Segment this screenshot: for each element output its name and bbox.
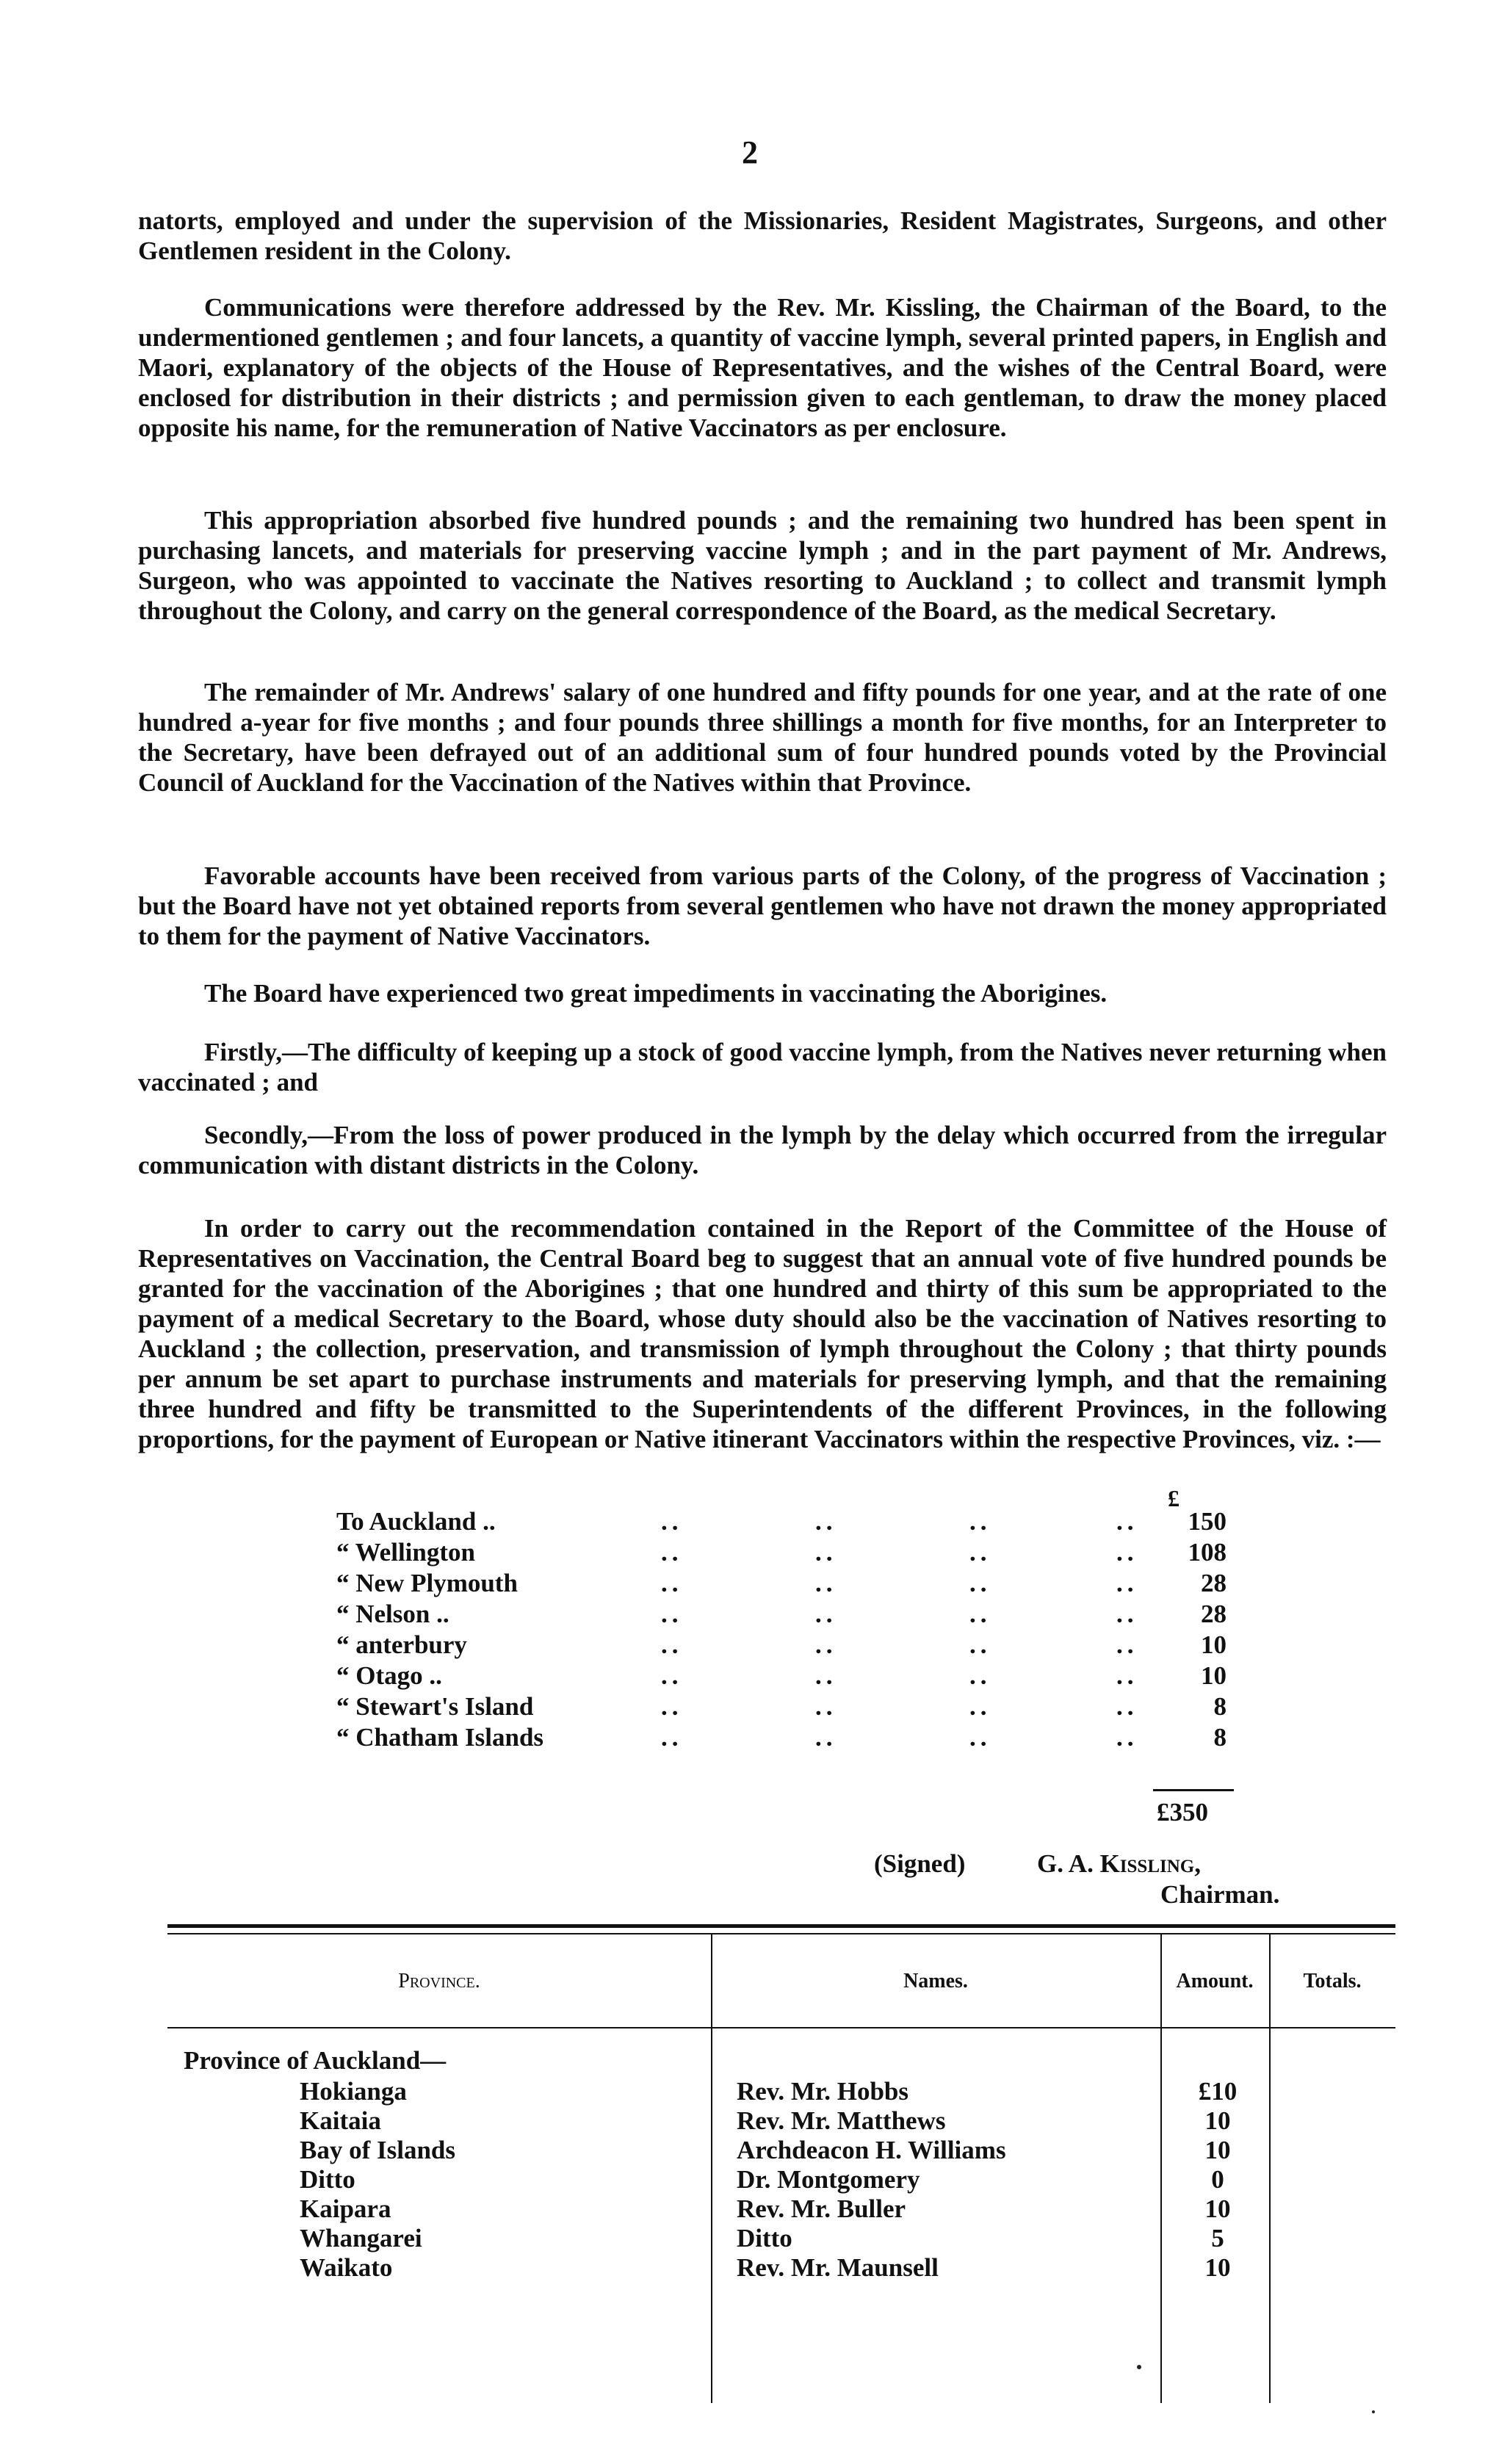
district-cell: Waikato xyxy=(300,2253,393,2282)
leader-dots: .. xyxy=(815,1507,837,1536)
leader-dots: .. xyxy=(815,1723,837,1752)
paragraph-favorable-accounts xyxy=(138,861,1387,951)
leader-dots: .. xyxy=(1116,1692,1138,1721)
allocation-place: “ Wellington xyxy=(336,1538,475,1567)
leader-dots: .. xyxy=(661,1600,683,1628)
leader-dots: .. xyxy=(969,1723,991,1752)
column-header-names: Names. xyxy=(903,1970,968,1992)
name-cell: Rev. Mr. Matthews xyxy=(737,2106,946,2135)
signer-surname: Kissling, xyxy=(1099,1849,1201,1878)
paragraph-text: This appropriation absorbed five hundred pounds ; and the remaining two hundred has been spent in purchasing lancets, and materials for preserving vaccine lymph ; and in the part payment of Mr. Andrews, Surgeon, who was appointed to vaccinate the Natives resorting to Auckland ; to collect and transmit lymph throughout the Colony, and carry on the general correspondence of the Board, as the medical Secretary. xyxy=(138,506,1387,625)
leader-dots: .. xyxy=(661,1538,683,1567)
amount-cell: £10 xyxy=(1198,2077,1238,2106)
allocation-row xyxy=(0,1661,1510,1691)
signed-label: (Signed) xyxy=(874,1849,966,1878)
table-header-rule xyxy=(167,2027,1395,2028)
allocation-amount: 108 xyxy=(1188,1538,1227,1567)
province-group-label: Province of Auckland— xyxy=(184,2046,447,2075)
paragraph-text: The remainder of Mr. Andrews' salary of one hundred and fifty pounds for one year, and at the rate of one hundred a-year for five months ; and four pounds three shillings a month for five months, for an Interpreter to the Secretary, have been defrayed out of an additional sum of four hundred pounds voted by the Provincial Council of Auckland for the Vaccination of the Natives within that Province. xyxy=(138,678,1387,797)
name-cell: Ditto xyxy=(737,2224,792,2252)
paragraph-salary xyxy=(138,677,1387,798)
allocation-row xyxy=(0,1569,1510,1598)
paragraph-text: Communications were therefore addressed by the Rev. Mr. Kissling, the Chairman of the Board, to the undermentioned gentlemen ; and four lancets, a quantity of vaccine lymph, several printed papers, in English and Maori, explanatory of the objects of the House of Representatives, and the wishes of the Central Board, were enclosed for distribution in their districts ; and permission given to each gentleman, to draw the money placed opposite his name, for the remuneration of Native Vaccinators as per enclosure. xyxy=(138,293,1387,442)
amount-cell: 10 xyxy=(1204,2194,1231,2223)
paragraph-text: In order to carry out the recommendation contained in the Report of the Committee of the House of Representatives on Vaccination, the Central Board beg to suggest that an annual vote of five hundred pounds be granted for the vaccination of the Aborigines ; that one hundred and thirty of this sum be appropriated to the payment of a medical Secretary to the Board, whose duty should also be the vaccination of Natives resorting to Auckland ; the collection, preservation, and transmission of lymph throughout the Colony ; that thirty pounds per annum be set apart to purchase instruments and materials for preserving lymph, and that the remaining three hundred and fifty be transmitted to the Superintendents of the different Provinces, in the following proportions, for the payment of European or Native itinerant Vaccinators within the respective Provinces, viz. :— xyxy=(138,1214,1387,1453)
leader-dots: .. xyxy=(1116,1661,1138,1690)
leader-dots: .. xyxy=(815,1600,837,1628)
leader-dots: .. xyxy=(1116,1600,1138,1628)
allocation-place: “ Nelson .. xyxy=(336,1600,449,1628)
amount-cell: 10 xyxy=(1204,2106,1231,2135)
paragraph-recommendation xyxy=(138,1213,1387,1454)
allocation-row xyxy=(0,1692,1510,1721)
paragraph-secondly xyxy=(138,1120,1387,1180)
vaccinators-table xyxy=(167,1924,1395,2409)
name-cell: Rev. Mr. Maunsell xyxy=(737,2253,939,2282)
table-row xyxy=(167,2106,1395,2136)
paragraph-text: The Board have experienced two great impediments in vaccinating the Aborigines. xyxy=(204,979,1108,1008)
signer-initials: G. A. xyxy=(1037,1849,1100,1878)
table-top-rule xyxy=(167,1924,1395,1928)
district-cell: Whangarei xyxy=(300,2224,422,2252)
allocation-amount: 10 xyxy=(1201,1630,1227,1659)
leader-dots: .. xyxy=(661,1661,683,1690)
amount-cell: 5 xyxy=(1211,2224,1224,2252)
leader-dots: .. xyxy=(815,1630,837,1659)
allocation-row xyxy=(0,1600,1510,1629)
leader-dots: .. xyxy=(969,1538,991,1567)
allocation-amount: 28 xyxy=(1201,1600,1227,1628)
paragraph-text: Firstly,—The difficulty of keeping up a stock of good vaccine lymph, from the Natives never returning when vaccinated ; and xyxy=(138,1038,1387,1096)
leader-dots: .. xyxy=(661,1723,683,1752)
leader-dots: .. xyxy=(969,1692,991,1721)
leader-dots: .. xyxy=(815,1692,837,1721)
amount-cell: 10 xyxy=(1204,2253,1231,2282)
paragraph-text: Secondly,—From the loss of power produced in the lymph by the delay which occurred from the irregular communication with distant districts in the Colony. xyxy=(138,1121,1387,1179)
leader-dots: .. xyxy=(1116,1538,1138,1567)
leader-dots: .. xyxy=(661,1507,683,1536)
district-cell: Bay of Islands xyxy=(300,2136,456,2164)
district-cell: Ditto xyxy=(300,2165,355,2194)
allocation-place: “ Chatham Islands xyxy=(336,1723,544,1752)
name-cell: Dr. Montgomery xyxy=(737,2165,920,2194)
table-row xyxy=(167,2136,1395,2165)
allocation-row xyxy=(0,1630,1510,1660)
allocation-place: To Auckland .. xyxy=(336,1507,496,1536)
name-cell: Archdeacon H. Williams xyxy=(737,2136,1006,2164)
leader-dots: .. xyxy=(1116,1569,1138,1597)
allocation-amount: 150 xyxy=(1188,1507,1227,1536)
allocation-place: “ Stewart's Island xyxy=(336,1692,534,1721)
leader-dots: .. xyxy=(815,1661,837,1690)
name-cell: Rev. Mr. Buller xyxy=(737,2194,906,2223)
district-cell: Hokianga xyxy=(300,2077,407,2106)
leader-dots: .. xyxy=(661,1692,683,1721)
print-speck xyxy=(1372,2410,1375,2413)
allocation-place: “ New Plymouth xyxy=(336,1569,518,1597)
paragraph-text: Favorable accounts have been received from various parts of the Colony, of the progress of Vaccination ; but the Board have not yet obtained reports from several gentlemen who have not drawn the money appropriated to them for the payment of Native Vaccinators. xyxy=(138,861,1387,950)
leader-dots: .. xyxy=(815,1538,837,1567)
amount-cell: 10 xyxy=(1204,2136,1231,2164)
allocation-amount: 8 xyxy=(1213,1692,1227,1721)
table-row xyxy=(167,2253,1395,2283)
signer-title: Chairman. xyxy=(1160,1880,1280,1909)
allocation-row xyxy=(0,1723,1510,1752)
allocation-amount: 8 xyxy=(1213,1723,1227,1752)
leader-dots: .. xyxy=(969,1569,991,1597)
allocation-amount: 10 xyxy=(1201,1661,1227,1690)
amount-cell: 0 xyxy=(1211,2165,1224,2194)
leader-dots: .. xyxy=(661,1630,683,1659)
table-row xyxy=(167,2165,1395,2194)
table-row xyxy=(167,2077,1395,2106)
allocation-place: “ Otago .. xyxy=(336,1661,442,1690)
paragraph-firstly xyxy=(138,1037,1387,1097)
paragraph-communications xyxy=(138,292,1387,443)
allocation-currency-header: £ xyxy=(1168,1485,1180,1511)
table-row xyxy=(167,2194,1395,2224)
district-cell: Kaipara xyxy=(300,2194,391,2223)
leader-dots: .. xyxy=(969,1600,991,1628)
table-row xyxy=(167,2224,1395,2253)
leader-dots: .. xyxy=(661,1569,683,1597)
signer-name xyxy=(1037,1849,1201,1879)
allocation-amount: 28 xyxy=(1201,1569,1227,1597)
allocation-total: £350 xyxy=(1157,1798,1208,1827)
leader-dots: .. xyxy=(1116,1723,1138,1752)
leader-dots: .. xyxy=(1116,1507,1138,1536)
column-header-totals: Totals. xyxy=(1303,1970,1362,1992)
leader-dots: .. xyxy=(815,1569,837,1597)
name-cell: Rev. Mr. Hobbs xyxy=(737,2077,909,2106)
allocation-row xyxy=(0,1538,1510,1567)
leader-dots: .. xyxy=(969,1630,991,1659)
column-header-amount: Amount. xyxy=(1176,1970,1254,1992)
paragraph-appropriation xyxy=(138,505,1387,626)
table-top-rule-thin xyxy=(167,1933,1395,1934)
sum-rule xyxy=(1153,1789,1234,1791)
district-cell: Kaitaia xyxy=(300,2106,381,2135)
leader-dots: .. xyxy=(969,1507,991,1536)
allocation-row xyxy=(0,1507,1510,1536)
column-header-province: Province. xyxy=(398,1970,480,1992)
print-speck xyxy=(1137,2365,1141,2369)
leader-dots: .. xyxy=(969,1661,991,1690)
page-number: 2 xyxy=(742,134,758,170)
allocation-place: “ anterbury xyxy=(336,1630,467,1659)
leader-dots: .. xyxy=(1116,1630,1138,1659)
paragraph-continuation: natorts, employed and under the supervision of the Missionaries, Resident Magistrates, Surgeons, and other Gentlemen resident in the Colony. xyxy=(138,206,1387,265)
paragraph-impediments xyxy=(138,978,1387,1008)
